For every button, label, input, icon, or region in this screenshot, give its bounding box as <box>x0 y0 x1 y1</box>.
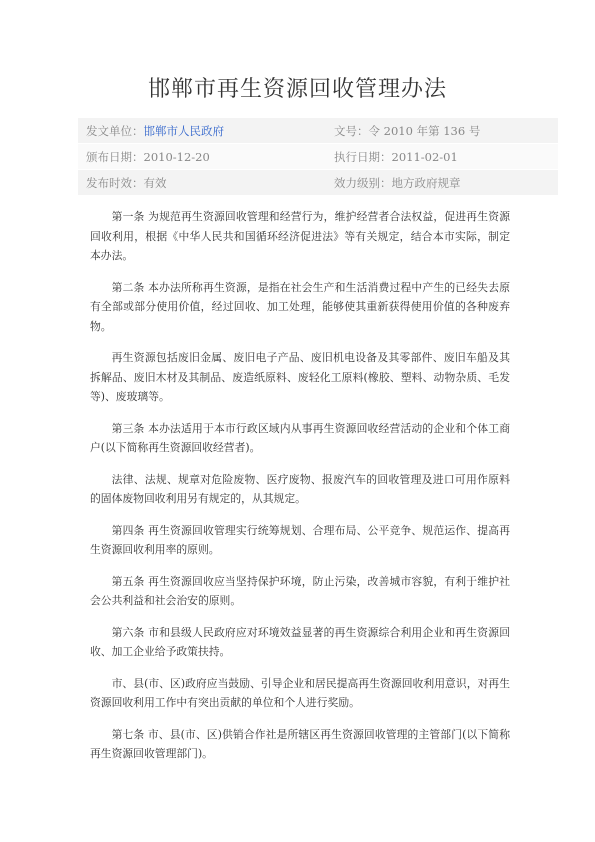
body-paragraph: 第三条 本办法适用于本市行政区域内从事再生资源回收经营活动的企业和个体工商户(以下简称再生资源回收经营者)。 <box>90 421 510 454</box>
body-paragraph: 第一条 为规范再生资源回收管理和经营行为，维护经营者合法权益，促进再生资源回收利用，根据《中华人民共和国循环经济促进法》等有关规定，结合本市实际，制定本办法。 <box>90 210 510 262</box>
body-paragraph: 第二条 本办法所称再生资源，是指在社会生产和生活消费过程中产生的已经失去原有全部或部分使用价值，经过回收、加工处理，能够使其重新获得使用价值的各种废弃物。 <box>90 280 510 333</box>
page-title: 邯郸市再生资源回收管理办法 <box>147 77 447 102</box>
meta-effective-date-label: 执行日期： <box>334 149 392 164</box>
meta-doc-no-label: 文号： <box>334 123 369 138</box>
meta-row <box>78 144 558 170</box>
body-paragraph: 市、县(市、区)政府应当鼓励、引导企业和居民提高再生资源回收利用意识，对再生资源回收利用工作中有突出贡献的单位和个人进行奖励。 <box>90 676 510 709</box>
meta-issue-date-label: 颁布日期： <box>86 149 144 164</box>
meta-effective-date-value: 2011-02-01 <box>391 149 458 164</box>
document-body <box>90 207 510 776</box>
meta-level-value: 地方政府规章 <box>391 175 461 190</box>
meta-issuer-label: 发文单位： <box>86 123 144 138</box>
meta-row <box>78 118 558 144</box>
meta-issue-date <box>78 144 326 170</box>
meta-issuer <box>78 118 326 144</box>
meta-doc-no <box>326 118 558 144</box>
meta-effective-date <box>326 144 558 170</box>
meta-validity-label: 发布时效： <box>86 175 144 190</box>
issuer-link[interactable]: 邯郸市人民政府 <box>143 123 224 138</box>
meta-row <box>78 170 558 196</box>
body-paragraph: 法律、法规、规章对危险废物、医疗废物、报废汽车的回收管理及进口可用作原料的固体废物回收利用另有规定的，从其规定。 <box>90 472 510 505</box>
body-paragraph: 再生资源包括废旧金属、废旧电子产品、废旧机电设备及其零部件、废旧车船及其拆解品、废旧木材及其制品、废造纸原料、废轻化工原料(橡胶、塑料、动物杂质、毛发等)、废玻璃等。 <box>90 351 510 403</box>
meta-issue-date-value: 2010-12-20 <box>143 149 210 164</box>
meta-validity-value: 有效 <box>143 175 167 190</box>
body-paragraph: 第四条 再生资源回收管理实行统筹规划、合理布局、公平竞争、规范运作、提高再生资源回收利用率的原则。 <box>90 523 510 556</box>
document-meta-table <box>78 118 558 196</box>
body-paragraph: 第七条 市、县(市、区)供销合作社是所辖区再生资源回收管理的主管部门(以下简称再生资源回收管理部门)。 <box>90 727 510 760</box>
body-paragraph: 第六条 市和县级人民政府应对环境效益显著的再生资源综合利用企业和再生资源回收、加工企业给予政策扶持。 <box>90 625 510 658</box>
meta-level <box>326 170 558 196</box>
body-paragraph: 第五条 再生资源回收应当坚持保护环境，防止污染，改善城市容貌，有利于维护社会公共利益和社会治安的原则。 <box>90 574 510 607</box>
meta-level-label: 效力级别： <box>334 175 392 190</box>
meta-validity <box>78 170 326 196</box>
meta-doc-no-value: 令 2010 年第 136 号 <box>368 123 481 138</box>
